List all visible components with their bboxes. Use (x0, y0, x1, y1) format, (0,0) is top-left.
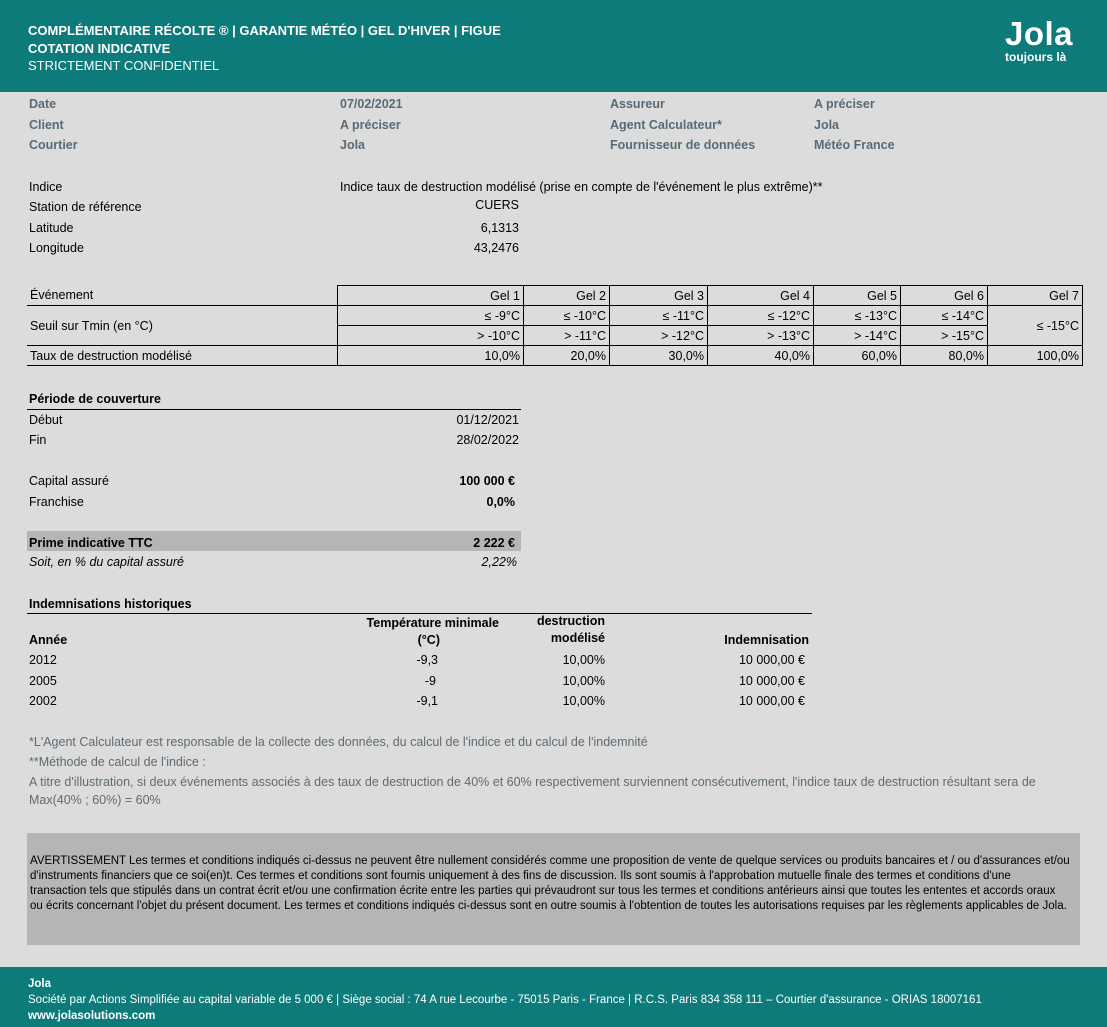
header-banner (0, 0, 1107, 92)
taux-2: 20,0% (524, 346, 610, 366)
station-value: CUERS (475, 198, 519, 212)
hist-destr-2: 10,00% (562, 674, 605, 688)
courtier-value: Jola (340, 138, 366, 152)
seuil-label: Seuil sur Tmin (en °C) (27, 306, 338, 346)
hist-temp-1: -9,3 (416, 653, 438, 667)
note-max: Max(40% ; 60%) = 60% (29, 793, 161, 807)
col-destr-line1: destruction (536, 614, 605, 628)
hist-destr-3: 10,00% (562, 694, 605, 708)
latitude-value: 6,1313 (480, 221, 519, 235)
footer-company: Jola (28, 978, 52, 990)
taux-3: 30,0% (610, 346, 708, 366)
agent-label: Agent Calculateur* (610, 118, 722, 132)
table-row (27, 286, 1083, 306)
agent-value: Jola (814, 118, 840, 132)
event-gel-5: Gel 5 (814, 286, 901, 306)
seuil-upper-2: ≤ -10°C (524, 306, 610, 326)
hist-annee-2: 2005 (29, 674, 57, 688)
fournisseur-label: Fournisseur de données (610, 138, 756, 152)
logo-name: Jola (1005, 15, 1074, 52)
franchise-value: 0,0% (486, 495, 515, 509)
hist-indem-3: 10 000,00 € (738, 694, 805, 708)
logo-tagline: toujours là (1005, 50, 1067, 64)
seuil-lower-4: > -13°C (708, 326, 814, 346)
header-confidential: STRICTEMENT CONFIDENTIEL (28, 58, 220, 73)
seuil-lower-1: > -10°C (338, 326, 524, 346)
hist-indem-1: 10 000,00 € (738, 653, 805, 667)
table-row (27, 346, 1083, 366)
taux-1: 10,0% (338, 346, 524, 366)
taux-label: Taux de destruction modélisé (27, 346, 338, 366)
fournisseur-value: Météo France (814, 138, 895, 152)
seuil-upper-3: ≤ -11°C (610, 306, 708, 326)
hist-temp-3: -9,1 (416, 694, 438, 708)
event-gel-4: Gel 4 (708, 286, 814, 306)
col-annee: Année (29, 633, 68, 647)
event-label: Événement (27, 286, 338, 306)
debut-label: Début (29, 413, 63, 427)
date-value: 07/02/2021 (340, 97, 403, 111)
indice-value: Indice taux de destruction modélisé (prise en compte de l'événement le plus extrême)** (340, 180, 823, 194)
soit-value: 2,22% (481, 555, 517, 569)
event-gel-6: Gel 6 (901, 286, 988, 306)
seuil-lower-2: > -11°C (524, 326, 610, 346)
fin-label: Fin (29, 433, 47, 447)
seuil-upper-7: ≤ -15°C (988, 306, 1083, 346)
longitude-label: Longitude (29, 241, 84, 255)
seuil-upper-1: ≤ -9°C (338, 306, 524, 326)
taux-6: 80,0% (901, 346, 988, 366)
taux-5: 60,0% (814, 346, 901, 366)
station-label: Station de référence (29, 200, 142, 214)
longitude-value: 43,2476 (473, 241, 519, 255)
hist-temp-2: -9 (424, 674, 436, 688)
assureur-label: Assureur (610, 97, 665, 111)
couverture-title: Période de couverture (29, 392, 161, 406)
historique-divider (27, 613, 812, 614)
prime-label: Prime indicative TTC (29, 536, 153, 550)
seuil-upper-6: ≤ -14°C (901, 306, 988, 326)
seuil-lower-6: > -15°C (901, 326, 988, 346)
avertissement-panel (27, 833, 1080, 945)
courtier-label: Courtier (29, 138, 78, 152)
note-illustration: A titre d'illustration, si deux événements associés à des taux de destruction de 40% et 60% respectivement surviennent consécutivement, l'indice taux de destruction résultant sera de (29, 775, 1036, 789)
capital-value: 100 000 € (459, 474, 515, 488)
footer-website-link[interactable]: www.jolasolutions.com (28, 1010, 156, 1022)
seuil-lower-5: > -14°C (814, 326, 901, 346)
soit-label: Soit, en % du capital assuré (29, 555, 184, 569)
gel-events-table (27, 285, 1083, 366)
hist-annee-3: 2002 (29, 694, 57, 708)
seuil-lower-3: > -12°C (610, 326, 708, 346)
historique-title: Indemnisations historiques (29, 597, 192, 611)
fin-value: 28/02/2022 (456, 433, 519, 447)
debut-value: 01/12/2021 (456, 413, 519, 427)
header-title: COMPLÉMENTAIRE RÉCOLTE ® | GARANTIE MÉTÉO | GEL D'HIVER | FIGUE (28, 23, 501, 38)
prime-value: 2 222 € (473, 536, 515, 550)
assureur-value: A préciser (814, 97, 875, 111)
note-agent: *L'Agent Calculateur est responsable de la collecte des données, du calcul de l'indice et du calcul de l'indemnité (29, 735, 648, 749)
latitude-label: Latitude (29, 221, 74, 235)
hist-destr-1: 10,00% (562, 653, 605, 667)
couverture-divider (27, 409, 521, 410)
event-gel-1: Gel 1 (338, 286, 524, 306)
jola-logo (1005, 14, 1073, 64)
event-gel-2: Gel 2 (524, 286, 610, 306)
event-gel-7: Gel 7 (988, 286, 1083, 306)
footer-legal: Société par Actions Simplifiée au capital variable de 5 000 € | Siège social : 74 A rue Lecourbe - 75015 Paris - France | R.C.S. Paris 834 358 111 – Courtier d'assurance - ORIAS 18007161 (28, 994, 982, 1006)
col-destr-line2: modélisé (550, 631, 605, 645)
capital-label: Capital assuré (29, 474, 109, 488)
col-indemnisation: Indemnisation (724, 633, 809, 647)
seuil-upper-4: ≤ -12°C (708, 306, 814, 326)
hist-indem-2: 10 000,00 € (738, 674, 805, 688)
date-label: Date (29, 97, 57, 111)
event-gel-3: Gel 3 (610, 286, 708, 306)
seuil-upper-5: ≤ -13°C (814, 306, 901, 326)
note-methode: **Méthode de calcul de l'indice : (29, 755, 206, 769)
client-label: Client (29, 118, 64, 132)
footer (0, 967, 1107, 1027)
indice-label: Indice (29, 180, 63, 194)
taux-4: 40,0% (708, 346, 814, 366)
hist-annee-1: 2012 (29, 653, 57, 667)
col-temp-line2: (°C) (417, 633, 440, 647)
taux-7: 100,0% (988, 346, 1083, 366)
col-temp-line1: Température minimale (366, 616, 499, 630)
franchise-label: Franchise (29, 495, 84, 509)
table-row (27, 306, 1083, 326)
avertissement-text: AVERTISSEMENT Les termes et conditions indiqués ci-dessus ne peuvent être nullement considérés comme une proposition de vente de quelque services ou produits bancaires et / ou d'assurances et/ou d'instruments financiers que ce soi(en)t. Ces termes et conditions sont fournis uniquement à des fins de discussion. Ils sont soumis à l'approbation mutuelle finale des termes et conditions d'une transaction tels que stipulés dans un contrat écrit et/ou une confirmation écrite entre les parties qui prévaudront sur tous les termes et conditions antérieurs ainsi que toutes les ententes et accords oraux ou écrits concernant l'objet du présent document. Les termes et conditions indiqués ci-dessus sont en outre soumis à l'obtention de toutes les autorisations requises par les règlements applicables de Jola. (30, 855, 1070, 912)
header-subtitle: COTATION INDICATIVE (28, 41, 171, 56)
client-value: A préciser (340, 118, 401, 132)
